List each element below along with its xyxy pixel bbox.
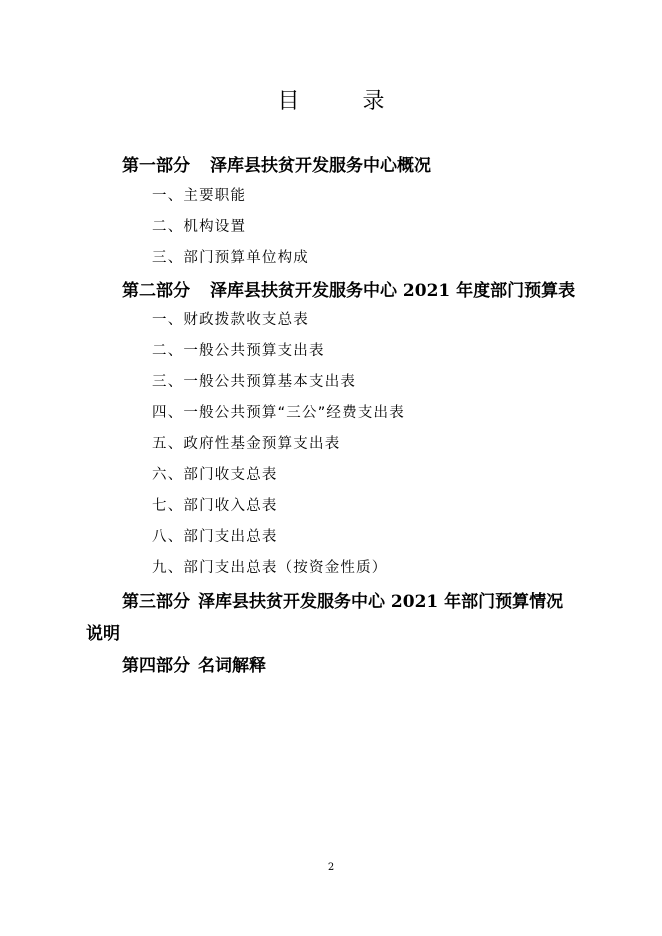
section-1-item-2: 二、机构设置: [152, 219, 247, 235]
section-2-name: 泽库县扶贫开发服务中心 2021 年度部门预算表: [210, 281, 576, 301]
section-2-part: 第二部分: [122, 281, 190, 301]
section-2-item-4: 四、一般公共预算“三公”经费支出表: [152, 405, 405, 421]
section-1-heading: [122, 151, 431, 176]
section-3-continuation: 说明: [86, 624, 120, 644]
section-2-item-6: 六、部门收支总表: [152, 467, 278, 483]
section-4-heading: [122, 651, 266, 676]
section-1-name: 泽库县扶贫开发服务中心概况: [210, 156, 431, 176]
section-3-heading: [122, 587, 563, 612]
section-2-item-2: 二、一般公共预算支出表: [152, 343, 325, 359]
toc-title: 目 录: [277, 89, 413, 114]
section-2-item-7: 七、部门收入总表: [152, 498, 278, 514]
section-2-item-9: 九、部门支出总表（按资金性质）: [152, 560, 388, 576]
section-2-item-1: 一、财政拨款收支总表: [152, 312, 309, 328]
page-number: 2: [327, 862, 335, 873]
section-2-item-3: 三、一般公共预算基本支出表: [152, 374, 357, 390]
section-1-part: 第一部分: [122, 156, 190, 176]
section-1-item-1: 一、主要职能: [152, 188, 247, 204]
section-1-item-3: 三、部门预算单位构成: [152, 250, 309, 266]
section-3-part: 第三部分: [122, 592, 190, 612]
section-2-heading: [122, 276, 575, 301]
section-4-part: 第四部分: [122, 656, 190, 676]
section-2-item-8: 八、部门支出总表: [152, 529, 278, 545]
section-4-name: 名词解释: [198, 656, 266, 676]
section-3-name: 泽库县扶贫开发服务中心 2021 年部门预算情况: [198, 592, 564, 612]
section-2-item-5: 五、政府性基金预算支出表: [152, 436, 341, 452]
